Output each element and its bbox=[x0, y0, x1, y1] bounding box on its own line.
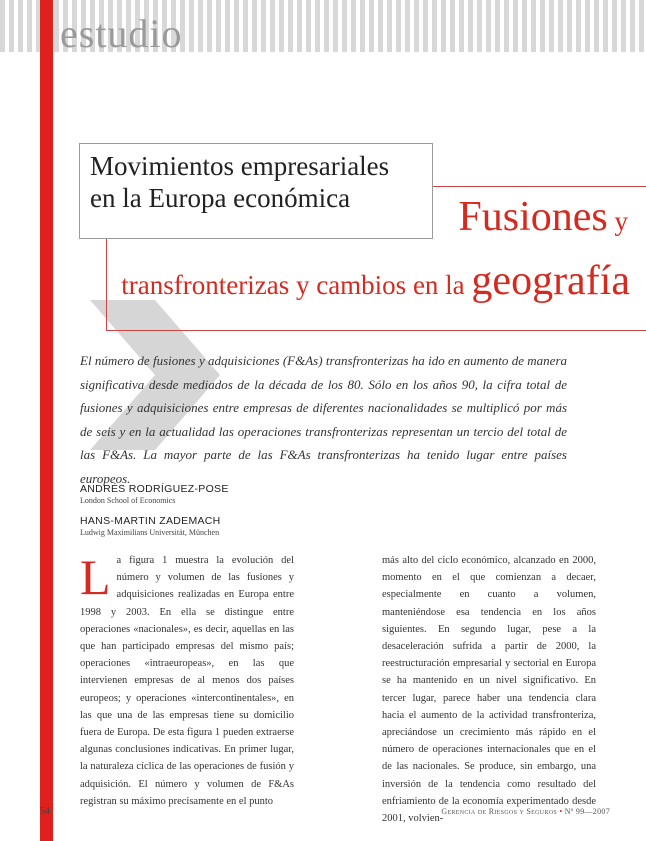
subtitle-line-2 bbox=[121, 260, 630, 302]
red-margin-bar bbox=[40, 0, 53, 841]
lede-paragraph: El número de fusiones y adquisiciones (F&As) transfronterizas ha ido en aumento de manera significativa desde mediados de la década de los 80. Sólo en los años 90, la cifra total de fusiones y adquisiciones entre empresas de diferentes nacionalidades se multiplicó por más de seis y en la actualidad las operaciones transfronterizas representan un tercio del total de las F&As. La mayor parte de las F&As transfronterizas ha tenido lugar entre países europeos. bbox=[80, 353, 567, 486]
journal-issue: Nº 99—2007 bbox=[564, 807, 610, 816]
body-column-1 bbox=[80, 549, 294, 810]
author-affiliation: Ludwig Maximilians Universität, München bbox=[80, 528, 220, 537]
subtitle-big-2: geografía bbox=[471, 258, 630, 304]
author-name: HANS-MARTIN ZADEMACH bbox=[80, 515, 221, 527]
title-box bbox=[79, 143, 433, 239]
body-text-col1: a figura 1 muestra la evolución del número y volumen de las fusiones y adquisiciones realizadas en Europa entre 1998 y 2003. En ella se distingue entre operaciones «nacionales», es decir, aquellas en las que han participado empresas del mismo país; operaciones «intraeuropeas», en las que intervienen empresas de al menos dos países europeos; y operaciones «intercontinentales», en las que una de las empresas tiene su domicilio fuera de Europa. De esta figura 1 pueden extraerse algunas conclusiones indicativas. En primer lugar, la naturaleza cíclica de las operaciones de fusión y adquisición. El número y volumen de F&As registran su máximo precisamente en el punto bbox=[80, 555, 294, 807]
title-line-2: en la Europa económica bbox=[90, 183, 351, 213]
author-name: ANDRÉS RODRÍGUEZ-POSE bbox=[80, 483, 229, 495]
body-column-2: más alto del ciclo económico, alcanzado en 2000, momento en el que comienzan a decaer, especialmente en cuanto a volumen, manteniéndose esa tendencia en los años siguientes. En segundo lugar, pese a la desaceleración sufrida a partir de 2000, la reestructuración empresarial y sectorial en Europa se ha mantenido en un nivel significativo. En tercer lugar, parece haber una tendencia clara hacia el aumento de la actividad transfronteriza, apreciándose un crecimiento más rápido en el número de operaciones internacionales que en el de las nacionales. Se produce, sin embargo, una inversión de la tendencia como resultado del enfriamiento de la economía experimentado desde 2001, volvien- bbox=[382, 555, 596, 825]
journal-footer bbox=[441, 807, 610, 816]
journal-name: Gerencia de Riesgos y Seguros bbox=[441, 807, 557, 816]
page-number: 54 bbox=[40, 806, 50, 817]
title-frame-bottom bbox=[106, 330, 646, 331]
footer-bullet: • bbox=[559, 807, 563, 816]
title-line-1: Movimientos empresariales bbox=[90, 151, 390, 181]
drop-cap: L bbox=[80, 549, 111, 605]
subtitle-big-1: Fusiones bbox=[458, 194, 608, 240]
subtitle-small-2: transfronterizas y cambios en la bbox=[121, 270, 472, 300]
section-label: estudio bbox=[60, 11, 183, 56]
title-frame-top bbox=[433, 186, 646, 187]
author-affiliation: London School of Economics bbox=[80, 496, 176, 505]
title-frame-left bbox=[106, 239, 107, 330]
subtitle-line-1 bbox=[458, 196, 628, 238]
subtitle-small-1: y bbox=[607, 206, 628, 236]
